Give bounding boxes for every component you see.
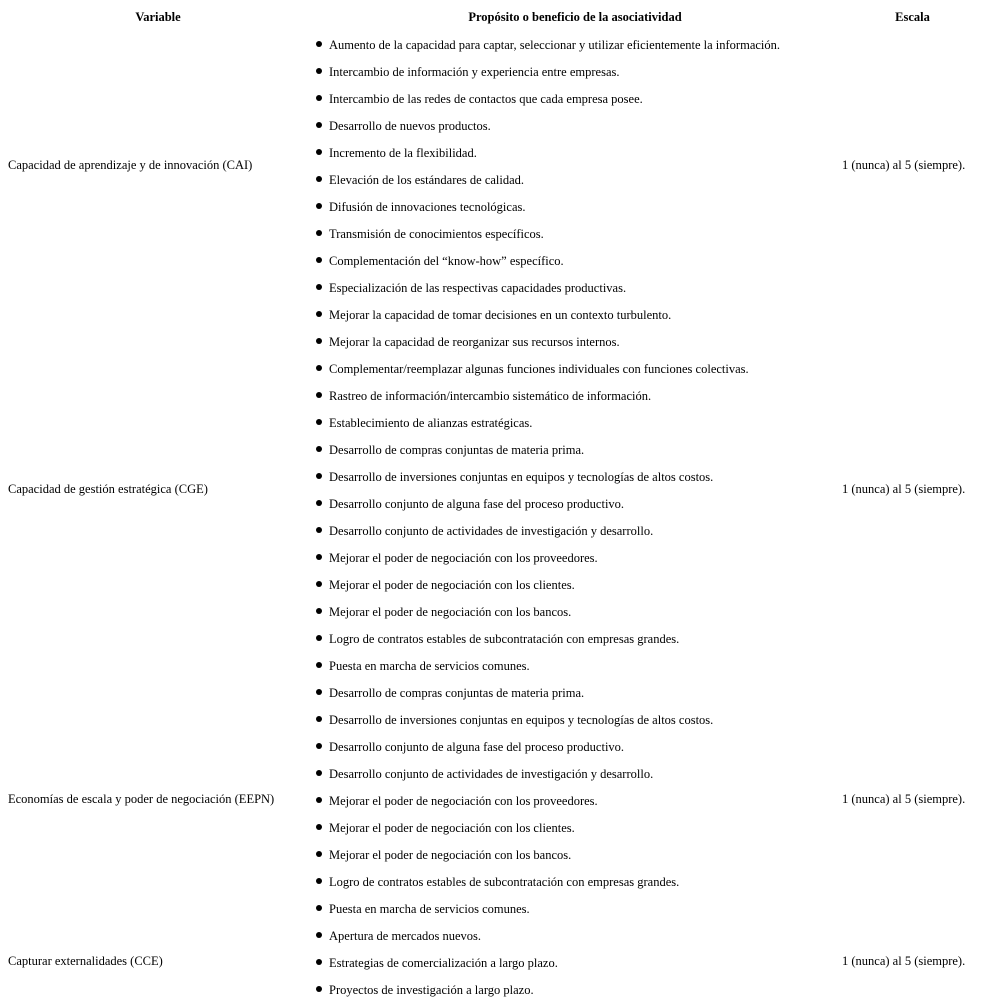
- list-item: [316, 225, 991, 252]
- bullet-icon: [316, 257, 322, 263]
- bullet-icon: [316, 824, 322, 830]
- list-item-text: Puesta en marcha de servicios comunes.: [329, 902, 530, 916]
- variable-cell: Capacidad de gestión estratégica (CGE): [8, 481, 208, 496]
- list-item: [316, 198, 991, 225]
- list-item: [316, 684, 991, 711]
- bullet-icon: [316, 905, 322, 911]
- bullet-icon: [316, 932, 322, 938]
- list-item-text: Mejorar el poder de negociación con los proveedores.: [329, 551, 598, 565]
- list-item: [316, 414, 991, 441]
- table-row: [0, 36, 991, 306]
- list-item: [316, 495, 991, 522]
- bullet-icon: [316, 797, 322, 803]
- bullet-icon: [316, 527, 322, 533]
- bullet-icon: [316, 716, 322, 722]
- list-item: [316, 522, 991, 549]
- table-row: [0, 927, 991, 1008]
- table-row: [0, 684, 991, 927]
- list-item-text: Desarrollo conjunto de actividades de investigación y desarrollo.: [329, 524, 654, 538]
- list-item: [316, 630, 991, 657]
- list-item: [316, 279, 991, 306]
- list-item: [316, 333, 991, 360]
- table-header: [0, 0, 991, 36]
- list-item-text: Mejorar la capacidad de tomar decisiones en un contexto turbulento.: [329, 308, 672, 322]
- table-row: [0, 306, 991, 684]
- bullet-icon: [316, 311, 322, 317]
- list-item-text: Establecimiento de alianzas estratégicas.: [329, 416, 533, 430]
- list-item: [316, 873, 991, 900]
- bullet-icon: [316, 203, 322, 209]
- bullet-icon: [316, 95, 322, 101]
- list-item: [316, 360, 991, 387]
- list-item-text: Logro de contratos estables de subcontratación con empresas grandes.: [329, 875, 680, 889]
- list-item: [316, 765, 991, 792]
- list-item-text: Intercambio de información y experiencia entre empresas.: [329, 65, 620, 79]
- bullet-icon: [316, 743, 322, 749]
- list-item-text: Mejorar el poder de negociación con los clientes.: [329, 821, 575, 835]
- bullet-icon: [316, 635, 322, 641]
- bullet-icon: [316, 500, 322, 506]
- list-item: [316, 927, 991, 954]
- bullet-icon: [316, 662, 322, 668]
- list-item: [316, 90, 991, 117]
- variable-cell: Capturar externalidades (CCE): [8, 954, 163, 968]
- table-body: [0, 36, 991, 1008]
- list-item-text: Apertura de mercados nuevos.: [329, 929, 482, 943]
- bullet-icon: [316, 959, 322, 965]
- bullet-icon: [316, 851, 322, 857]
- list-item: [316, 441, 991, 468]
- list-item-text: Desarrollo de inversiones conjuntas en equipos y tecnologías de altos costos.: [329, 470, 714, 484]
- bullet-icon: [316, 230, 322, 236]
- list-item: [316, 603, 991, 630]
- list-item: [316, 846, 991, 873]
- list-item-text: Proyectos de investigación a largo plazo.: [329, 983, 534, 997]
- list-item-text: Incremento de la flexibilidad.: [329, 146, 477, 160]
- list-item-text: Elevación de los estándares de calidad.: [329, 173, 525, 187]
- list-item: [316, 738, 991, 765]
- list-item-text: Mejorar el poder de negociación con los proveedores.: [329, 794, 598, 808]
- list-item-text: Desarrollo de compras conjuntas de materia prima.: [329, 443, 585, 457]
- escala-cell: 1 (nunca) al 5 (siempre).: [842, 792, 966, 806]
- header-proposito: Propósito o beneficio de la asociatividad: [468, 10, 682, 24]
- list-item: [316, 576, 991, 603]
- bullet-icon: [316, 689, 322, 695]
- list-item-text: Logro de contratos estables de subcontratación con empresas grandes.: [329, 632, 680, 646]
- bullet-icon: [316, 878, 322, 884]
- bullet-icon: [316, 149, 322, 155]
- list-item-text: Mejorar el poder de negociación con los bancos.: [329, 848, 572, 862]
- list-item: [316, 36, 991, 63]
- list-item: [316, 171, 991, 198]
- bullet-icon: [316, 122, 322, 128]
- list-item-text: Mejorar el poder de negociación con los bancos.: [329, 605, 572, 619]
- list-item-text: Puesta en marcha de servicios comunes.: [329, 659, 530, 673]
- variable-cell: Economías de escala y poder de negociación (EEPN): [8, 792, 275, 806]
- list-item-text: Mejorar la capacidad de reorganizar sus recursos internos.: [329, 335, 620, 349]
- escala-cell: 1 (nunca) al 5 (siempre).: [842, 157, 966, 172]
- list-item: [316, 819, 991, 846]
- list-item-text: Desarrollo de inversiones conjuntas en equipos y tecnologías de altos costos.: [329, 713, 714, 727]
- bullet-icon: [316, 770, 322, 776]
- header-escala: Escala: [895, 10, 930, 24]
- list-item: [316, 900, 991, 927]
- list-item: [316, 387, 991, 414]
- bullet-icon: [316, 365, 322, 371]
- bullet-icon: [316, 608, 322, 614]
- bullet-icon: [316, 68, 322, 74]
- list-item-text: Desarrollo de nuevos productos.: [329, 119, 491, 133]
- bullet-icon: [316, 419, 322, 425]
- list-item: [316, 252, 991, 279]
- list-item-text: Transmisión de conocimientos específicos.: [329, 227, 544, 241]
- bullet-icon: [316, 176, 322, 182]
- variable-cell: Capacidad de aprendizaje y de innovación (CAI): [8, 157, 253, 172]
- list-item: [316, 981, 991, 1008]
- list-item: [316, 549, 991, 576]
- bullet-icon: [316, 392, 322, 398]
- escala-cell: 1 (nunca) al 5 (siempre).: [842, 481, 966, 496]
- bullet-icon: [316, 554, 322, 560]
- list-item: [316, 63, 991, 90]
- list-item: [316, 117, 991, 144]
- list-item: [316, 657, 991, 684]
- bullet-icon: [316, 986, 322, 992]
- bullet-icon: [316, 41, 322, 47]
- list-item-text: Desarrollo conjunto de alguna fase del proceso productivo.: [329, 740, 625, 754]
- list-item-text: Desarrollo de compras conjuntas de materia prima.: [329, 686, 585, 700]
- list-item-text: Mejorar el poder de negociación con los clientes.: [329, 578, 575, 592]
- escala-cell: 1 (nunca) al 5 (siempre).: [842, 954, 966, 968]
- list-item-text: Aumento de la capacidad para captar, seleccionar y utilizar eficientemente la información.: [329, 38, 781, 52]
- list-item-text: Rastreo de información/intercambio sistemático de información.: [329, 389, 652, 403]
- list-item: [316, 711, 991, 738]
- list-item-text: Complementar/reemplazar algunas funciones individuales con funciones colectivas.: [329, 362, 749, 376]
- bullet-icon: [316, 446, 322, 452]
- bullet-icon: [316, 473, 322, 479]
- list-item-text: Desarrollo conjunto de alguna fase del proceso productivo.: [329, 497, 625, 511]
- list-item-text: Intercambio de las redes de contactos que cada empresa posee.: [329, 92, 643, 106]
- list-item-text: Difusión de innovaciones tecnológicas.: [329, 200, 526, 214]
- list-item-text: Desarrollo conjunto de actividades de investigación y desarrollo.: [329, 767, 654, 781]
- header-variable: Variable: [135, 10, 181, 24]
- bullet-icon: [316, 284, 322, 290]
- list-item: [316, 306, 991, 333]
- list-item-text: Complementación del “know-how” específico.: [329, 254, 564, 268]
- bullet-icon: [316, 581, 322, 587]
- list-item-text: Estrategias de comercialización a largo plazo.: [329, 956, 558, 970]
- bullet-icon: [316, 338, 322, 344]
- list-item-text: Especialización de las respectivas capacidades productivas.: [329, 281, 627, 295]
